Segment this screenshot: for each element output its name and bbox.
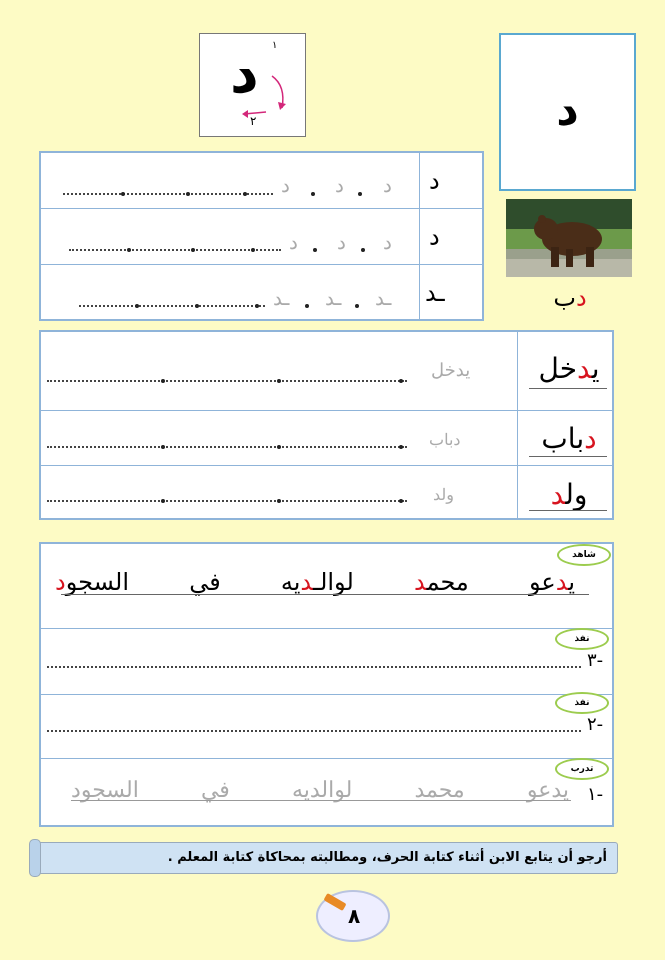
row-number-2: ٢- (587, 714, 604, 735)
dot (161, 379, 165, 383)
word-baseline (529, 456, 607, 457)
bear-picture (506, 199, 632, 277)
ghost-baseline (71, 800, 571, 801)
letter-form-3: ـد (425, 279, 445, 307)
practice-label: تدرب (555, 758, 609, 780)
dot (358, 192, 362, 196)
dot (243, 192, 247, 196)
watch-label: شاهد (557, 544, 611, 566)
dot (313, 248, 317, 252)
dot (399, 445, 403, 449)
word-practice-table (39, 330, 614, 520)
execute-label-2: نفذ (555, 692, 609, 714)
letter-form-1: د (429, 167, 440, 195)
dot (277, 379, 281, 383)
dot (191, 248, 195, 252)
dot (251, 248, 255, 252)
dot (399, 379, 403, 383)
picture-word (530, 284, 610, 312)
letter-trace: د (383, 230, 392, 254)
picture-word-letter: د (575, 284, 587, 312)
letter-trace: ـد (273, 286, 290, 310)
letter-trace: د (335, 173, 344, 197)
dot (277, 499, 281, 503)
writing-line[interactable] (47, 380, 407, 382)
dot (311, 192, 315, 196)
execute-label-3: نفذ (555, 628, 609, 650)
letter-trace: ـد (325, 286, 342, 310)
dot (186, 192, 190, 196)
pencil-icon (323, 893, 346, 911)
letter-trace: د (289, 230, 298, 254)
letter-card-letter: د (556, 85, 579, 136)
sentence-section (39, 542, 614, 827)
dot (277, 445, 281, 449)
writing-line[interactable] (47, 730, 581, 732)
letter-card (499, 33, 636, 191)
ghost-word: لوالديه (291, 778, 353, 803)
dot (195, 304, 199, 308)
word-ghost-3: ولد (433, 485, 454, 504)
letter-practice-table (39, 151, 484, 321)
dot (305, 304, 309, 308)
row-number-1: ١- (587, 784, 604, 805)
sentence-word: محمد (413, 568, 469, 596)
letter-trace: د (383, 173, 392, 197)
writing-line[interactable] (47, 446, 407, 448)
letter-form-2: د (429, 223, 440, 251)
dot (361, 248, 365, 252)
word-baseline (529, 510, 607, 511)
word-3: ولد (550, 478, 588, 511)
stroke-start-mark: ١ (272, 40, 278, 51)
dot (255, 304, 259, 308)
dot (161, 499, 165, 503)
sentence-word: يدعو (528, 568, 575, 596)
ghost-word: محمد (414, 778, 465, 803)
sentence-baseline (61, 594, 589, 595)
ghost-word: يدعو (526, 778, 569, 803)
dot (121, 192, 125, 196)
big-letter: د (230, 41, 259, 106)
picture-word-rest: ب (553, 284, 576, 312)
dot (135, 304, 139, 308)
ghost-word: في (200, 778, 230, 803)
word-ghost-1: يدخل (431, 360, 471, 381)
letter-trace: د (337, 230, 346, 254)
writing-line[interactable] (47, 500, 407, 502)
model-sentence (55, 568, 575, 596)
sentence-word: السجود (55, 568, 130, 596)
word-2: دباب (541, 422, 597, 455)
dot (399, 499, 403, 503)
writing-line[interactable] (47, 666, 581, 668)
writing-line[interactable] (79, 305, 265, 307)
ghost-word: السجود (71, 778, 139, 803)
instruction-banner (34, 842, 618, 874)
letter-stroke-card (199, 33, 306, 137)
letter-trace: ـد (375, 286, 392, 310)
dot (355, 304, 359, 308)
sentence-word: في (189, 568, 221, 596)
dot (161, 445, 165, 449)
bear-image (506, 199, 632, 277)
word-1: يدخل (538, 352, 600, 385)
page-number-badge (316, 890, 390, 942)
letter-trace: د (281, 173, 290, 197)
row-number-3: ٣- (587, 650, 604, 671)
page-number: ٨ (348, 904, 361, 928)
word-ghost-2: دباب (429, 430, 461, 449)
writing-line[interactable] (63, 193, 273, 195)
sentence-word: لوالـديه (280, 568, 354, 596)
word-baseline (529, 388, 607, 389)
dot (127, 248, 131, 252)
stroke-number: ٢ (250, 114, 257, 128)
instruction-text: أرجو أن يتابع الابن أثناء كتابة الحرف، ومطالبته بمحاكاة كتابة المعلم . (167, 850, 607, 865)
scroll-curl-left-icon (29, 839, 41, 877)
writing-line[interactable] (69, 249, 281, 251)
